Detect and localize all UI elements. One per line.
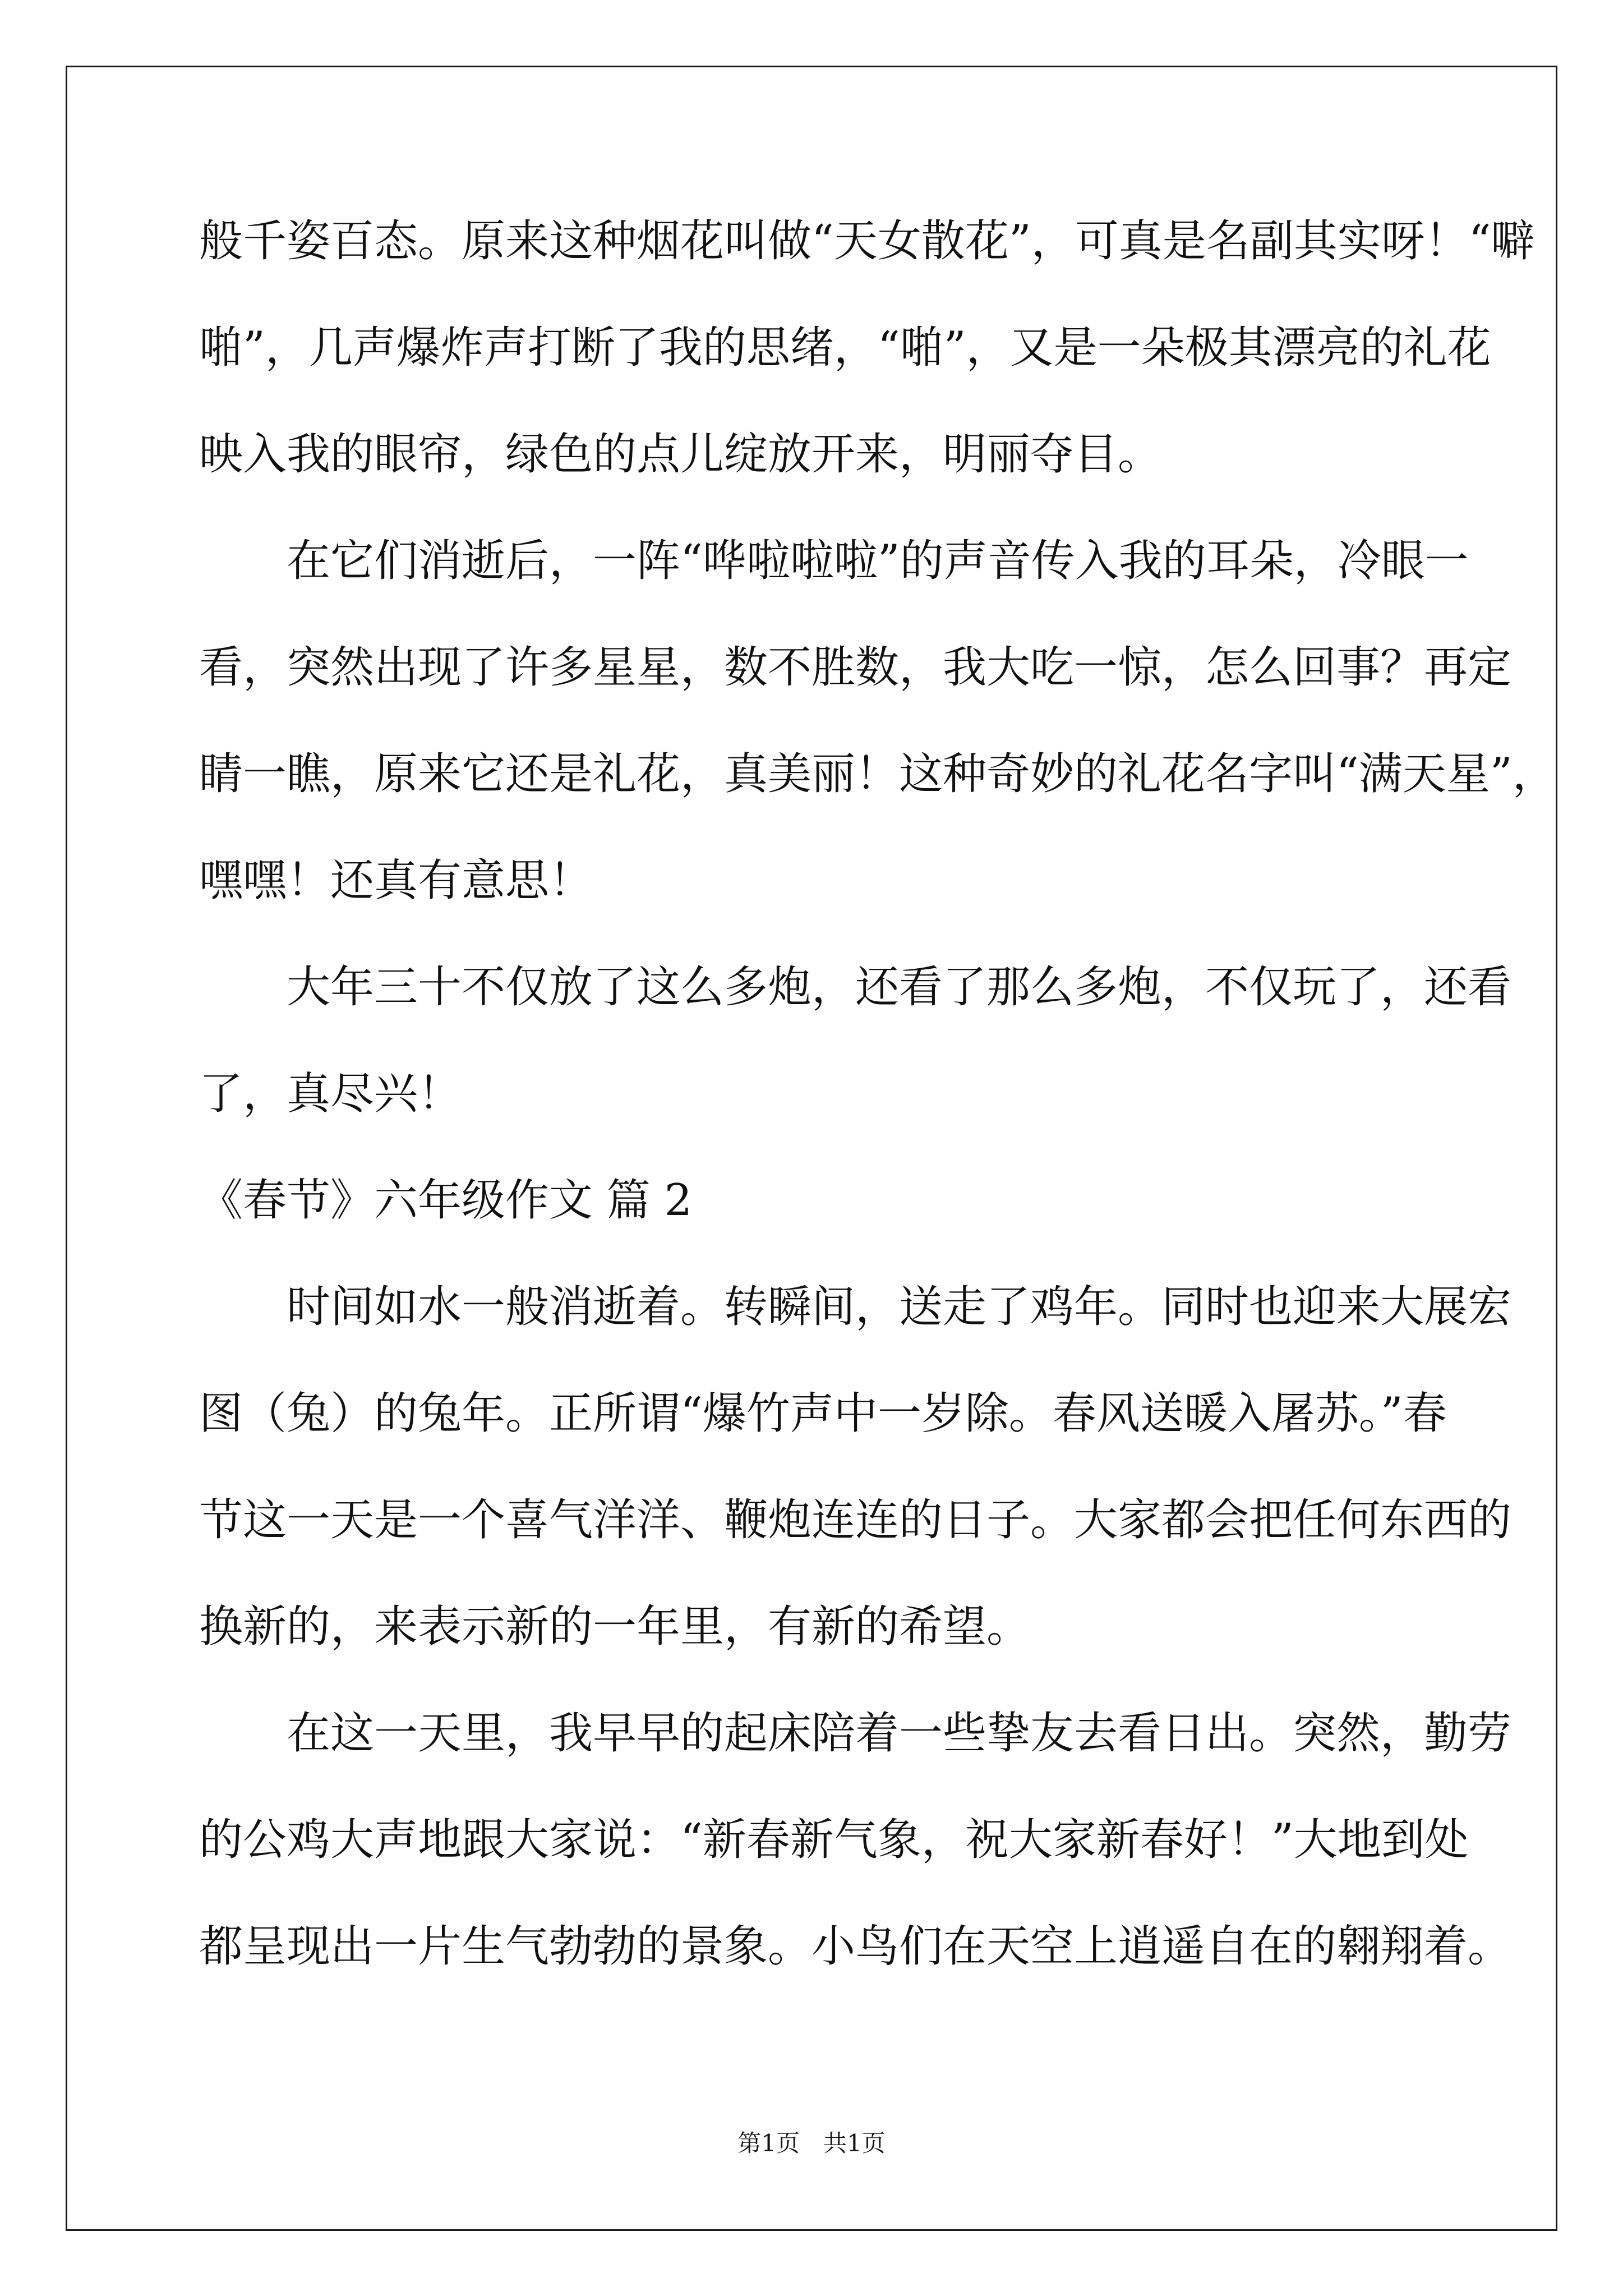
- text-line: 换新的，来表示新的一年里，有新的希望。: [199, 1602, 1031, 1652]
- text-line: 了，真尽兴！: [199, 1069, 462, 1119]
- section-heading: 《春节》六年级作文 篇 2: [199, 1175, 693, 1226]
- text-line: 图（兔）的兔年。正所谓“爆竹声中一岁除。春风送暖入屠苏。”春: [199, 1388, 1447, 1439]
- page-border: [66, 66, 1557, 2231]
- text-line: 大年三十不仅放了这么多炮，还看了那么多炮，不仅玩了，还看: [199, 962, 1512, 1013]
- page-footer: 第1页 共1页: [737, 2129, 886, 2157]
- text-line: 看，突然出现了许多星星，数不胜数，我大吃一惊，怎么回事？再定: [199, 642, 1512, 693]
- text-line: 节这一天是一个喜气洋洋、鞭炮连连的日子。大家都会把任何东西的: [199, 1495, 1512, 1545]
- text-line: 在这一天里，我早早的起床陪着一些挚友去看日出。突然，勤劳: [199, 1708, 1512, 1759]
- text-line: 睛一瞧，原来它还是礼花，真美丽！这种奇妙的礼花名字叫“满天星”，: [199, 749, 1556, 799]
- text-line: 都呈现出一片生气勃勃的景象。小鸟们在天空上逍遥自在的翱翔着。: [199, 1921, 1512, 1972]
- text-line: 嘿嘿！还真有意思！: [199, 855, 593, 906]
- text-line: 映入我的眼帘，绿色的点儿绽放开来，明丽夺目。: [199, 429, 1162, 480]
- text-line: 在它们消逝后，一阵“哗啦啦啦”的声音传入我的耳朵，冷眼一: [199, 536, 1469, 586]
- text-line: 的公鸡大声地跟大家说：“新春新气象，祝大家新春好！”大地到处: [199, 1815, 1469, 1865]
- text-line: 啪”，几声爆炸声打断了我的思绪，“啪”，又是一朵极其漂亮的礼花: [199, 323, 1491, 373]
- text-line: 时间如水一般消逝着。转瞬间，送走了鸡年。同时也迎来大展宏: [199, 1282, 1512, 1332]
- text-line: 般千姿百态。原来这种烟花叫做“天女散花”，可真是名副其实呀！“噼: [199, 216, 1535, 266]
